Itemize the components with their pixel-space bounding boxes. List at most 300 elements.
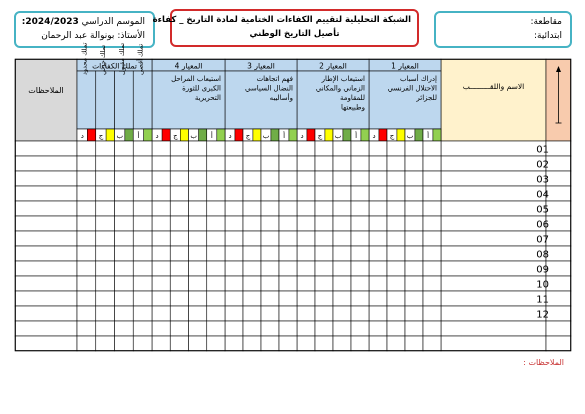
grade-cell <box>279 321 297 336</box>
grade-cell <box>387 291 405 306</box>
grade-cell <box>279 141 297 156</box>
grade-color-swatch <box>379 129 387 141</box>
grade-cell <box>405 216 423 231</box>
grade-cell <box>207 276 225 291</box>
grade-cell <box>207 186 225 201</box>
grade-cell <box>369 216 387 231</box>
mastery-cell <box>133 171 152 186</box>
grade-cell <box>351 261 369 276</box>
grade-cell <box>297 141 315 156</box>
grade-cell <box>170 201 188 216</box>
grade-cell <box>405 201 423 216</box>
grade-letter: د <box>228 132 232 140</box>
grade-cell <box>225 261 243 276</box>
grade-letter: أ <box>427 132 430 140</box>
grade-color-swatch <box>361 129 369 141</box>
grade-cell <box>225 201 243 216</box>
mastery-level-text: تملك محدود <box>80 42 89 75</box>
mastery-cell <box>96 156 115 171</box>
mastery-cell <box>77 171 96 186</box>
grade-cell <box>225 186 243 201</box>
grade-cell <box>170 321 188 336</box>
criterion-description-line: إدراك أسباب <box>399 75 437 83</box>
mastery-letter: أ <box>137 132 140 140</box>
grade-cell <box>351 156 369 171</box>
grade-cell <box>351 231 369 246</box>
grade-cell <box>297 261 315 276</box>
grade-cell <box>225 246 243 261</box>
grade-cell <box>333 336 351 351</box>
index-cell <box>546 261 571 276</box>
mastery-color-swatch <box>144 129 152 141</box>
header-info-box <box>14 11 155 48</box>
criterion-title-text: المعيار 2 <box>319 61 347 71</box>
mastery-title-text: تملك الكفاءات <box>92 61 137 71</box>
grade-cell <box>189 306 207 321</box>
grade-cell <box>225 156 243 171</box>
grade-cell <box>297 306 315 321</box>
grade-cell <box>315 321 333 336</box>
mastery-letter: د <box>80 132 84 140</box>
grade-cell <box>333 306 351 321</box>
mastery-cell <box>133 336 152 351</box>
mastery-cell <box>77 321 96 336</box>
index-cell <box>546 156 571 171</box>
grade-color-swatch <box>307 129 315 141</box>
grade-cell <box>261 186 279 201</box>
criterion-title-text: المعيار 4 <box>174 61 203 71</box>
grade-cell <box>315 201 333 216</box>
mastery-cell <box>96 171 115 186</box>
grade-cell <box>351 186 369 201</box>
grade-cell <box>207 216 225 231</box>
grade-cell <box>387 231 405 246</box>
grade-cell <box>297 156 315 171</box>
mastery-cell <box>133 291 152 306</box>
grade-cell <box>369 231 387 246</box>
grade-cell <box>405 261 423 276</box>
mastery-level-text: تملك مقبول <box>117 42 126 75</box>
mastery-cell <box>77 156 96 171</box>
grade-cell <box>261 291 279 306</box>
mastery-cell <box>115 216 134 231</box>
grade-cell <box>351 276 369 291</box>
mastery-cell <box>115 261 134 276</box>
notes-cell <box>15 201 77 216</box>
grade-cell <box>189 186 207 201</box>
grade-cell <box>333 201 351 216</box>
grade-cell <box>152 261 170 276</box>
grade-cell <box>387 216 405 231</box>
grade-cell <box>189 231 207 246</box>
grade-cell <box>152 156 170 171</box>
grade-cell <box>369 321 387 336</box>
name-cell <box>441 141 546 156</box>
row-number: 01 <box>536 144 549 156</box>
grade-cell <box>423 336 441 351</box>
grade-letter: د <box>300 132 304 140</box>
name-cell <box>441 276 546 291</box>
mastery-level-cell <box>77 71 96 129</box>
title-line-1: الشبكة التحليلية لتقييم الكفاءات الختامية لمادة التاريخ _ كفاءة <box>152 15 411 25</box>
grade-cell <box>207 156 225 171</box>
grade-cell <box>369 201 387 216</box>
grade-cell <box>333 291 351 306</box>
criterion-description-line: وطبيعتها <box>340 103 365 112</box>
grade-letter: ب <box>190 132 197 140</box>
grade-cell <box>152 141 170 156</box>
index-cell <box>546 336 571 351</box>
grade-cell <box>170 141 188 156</box>
row-number: 02 <box>536 159 549 171</box>
grade-cell <box>279 306 297 321</box>
grade-cell <box>423 141 441 156</box>
grade-cell <box>152 321 170 336</box>
grid-svg <box>15 42 571 349</box>
row-number: 04 <box>536 189 549 201</box>
grade-color-swatch <box>199 129 207 141</box>
grade-cell <box>333 321 351 336</box>
grade-cell <box>261 216 279 231</box>
criterion-description-line: الاحتلال الفرنسي <box>387 84 437 93</box>
grade-cell <box>333 186 351 201</box>
grade-cell <box>279 201 297 216</box>
grade-cell <box>351 216 369 231</box>
grade-cell <box>369 141 387 156</box>
grade-cell <box>423 261 441 276</box>
grade-cell <box>189 171 207 186</box>
grade-cell <box>207 321 225 336</box>
grade-cell <box>315 276 333 291</box>
teacher-label: الأستاذ: <box>117 31 145 41</box>
grade-cell <box>207 201 225 216</box>
index-cell <box>546 201 571 216</box>
mastery-cell <box>115 156 134 171</box>
grade-cell <box>297 336 315 351</box>
mastery-level-cell <box>133 71 152 129</box>
grade-cell <box>387 246 405 261</box>
mastery-cell <box>96 321 115 336</box>
mastery-cell <box>77 306 96 321</box>
grade-letter: ج <box>245 132 251 140</box>
row-number: 07 <box>536 234 549 246</box>
mastery-cell <box>96 186 115 201</box>
mastery-cell <box>133 276 152 291</box>
row-number: 03 <box>536 174 549 186</box>
mastery-cell <box>133 156 152 171</box>
grade-cell <box>243 201 261 216</box>
grade-cell <box>297 321 315 336</box>
grade-cell <box>170 276 188 291</box>
notes-cell <box>15 246 77 261</box>
grade-cell <box>369 276 387 291</box>
grade-cell <box>243 216 261 231</box>
mastery-cell <box>133 141 152 156</box>
mastery-cell <box>115 246 134 261</box>
grade-cell <box>189 261 207 276</box>
grade-cell <box>225 141 243 156</box>
grade-cell <box>333 156 351 171</box>
criterion-description-line: التحريرية <box>194 94 221 102</box>
mastery-cell <box>77 291 96 306</box>
grade-cell <box>351 141 369 156</box>
mastery-cell <box>115 276 134 291</box>
mastery-cell <box>133 186 152 201</box>
grade-cell <box>261 336 279 351</box>
grade-letter: أ <box>210 132 213 140</box>
grade-color-swatch <box>180 129 188 141</box>
grade-cell <box>243 186 261 201</box>
grade-cell <box>225 336 243 351</box>
grade-cell <box>261 306 279 321</box>
grade-color-swatch <box>433 129 441 141</box>
grade-cell <box>170 171 188 186</box>
grade-cell <box>189 141 207 156</box>
grade-letter: ج <box>317 132 323 140</box>
grade-letter: ب <box>334 132 342 140</box>
criterion-description-line: وأساليبه <box>269 94 293 102</box>
mastery-cell <box>96 216 115 231</box>
grade-cell <box>189 276 207 291</box>
grade-cell <box>261 261 279 276</box>
grade-cell <box>243 276 261 291</box>
mastery-cell <box>77 186 96 201</box>
mastery-letter: ج <box>98 132 104 140</box>
grade-cell <box>152 246 170 261</box>
grade-color-swatch <box>162 129 170 141</box>
index-cell <box>546 186 571 201</box>
grade-letter: أ <box>355 132 358 140</box>
row-number: 09 <box>536 264 549 276</box>
grade-cell <box>243 171 261 186</box>
grade-cell <box>152 201 170 216</box>
grade-cell <box>207 246 225 261</box>
grade-cell <box>152 216 170 231</box>
grade-cell <box>152 231 170 246</box>
row-number: 05 <box>536 204 549 216</box>
grade-cell <box>369 186 387 201</box>
grade-cell <box>152 306 170 321</box>
notes-cell <box>15 261 77 276</box>
name-cell <box>441 336 546 351</box>
grade-cell <box>152 336 170 351</box>
name-cell <box>441 231 546 246</box>
criterion-description-line: الزماني والمكاني <box>315 84 365 93</box>
grade-cell <box>405 246 423 261</box>
grade-cell <box>333 171 351 186</box>
grade-cell <box>243 141 261 156</box>
mastery-cell <box>77 246 96 261</box>
grade-cell <box>170 231 188 246</box>
grade-cell <box>189 321 207 336</box>
mastery-level-cell <box>115 71 134 129</box>
mastery-cell <box>115 186 134 201</box>
grade-color-swatch <box>397 129 405 141</box>
grade-cell <box>279 156 297 171</box>
grade-cell <box>189 246 207 261</box>
grade-color-swatch <box>325 129 333 141</box>
name-cell <box>441 246 546 261</box>
grade-cell <box>261 171 279 186</box>
grade-cell <box>297 276 315 291</box>
criterion-description-line: استيعاب الإطار <box>321 75 365 83</box>
mastery-cell <box>77 261 96 276</box>
notes-cell <box>15 216 77 231</box>
grade-cell <box>405 156 423 171</box>
mastery-cell <box>115 306 134 321</box>
grade-cell <box>279 216 297 231</box>
name-cell <box>441 201 546 216</box>
grade-cell <box>279 291 297 306</box>
grade-cell <box>152 291 170 306</box>
grade-cell <box>333 231 351 246</box>
grade-cell <box>297 171 315 186</box>
teacher-name: بونوالة عبد الرحمان <box>41 31 115 41</box>
grade-cell <box>225 291 243 306</box>
grade-cell <box>207 291 225 306</box>
notes-header-cell <box>15 59 77 141</box>
grade-color-swatch <box>271 129 279 141</box>
grade-cell <box>387 276 405 291</box>
school-info-box <box>434 11 572 48</box>
name-cell <box>441 306 546 321</box>
mastery-cell <box>115 171 134 186</box>
name-cell <box>441 216 546 231</box>
grade-cell <box>279 246 297 261</box>
grade-cell <box>315 261 333 276</box>
grade-cell <box>315 216 333 231</box>
grade-cell <box>351 171 369 186</box>
title-line-2: تأصيل التاريخ الوطني <box>249 29 340 39</box>
school-label: ابتدائية: <box>533 31 562 41</box>
grade-cell <box>207 231 225 246</box>
notes-cell <box>15 336 77 351</box>
name-cell <box>441 171 546 186</box>
mastery-cell <box>77 201 96 216</box>
grade-cell <box>351 321 369 336</box>
criterion-description-line: فهم اتجاهات <box>256 75 293 83</box>
criterion-description-line: الكبرى للثورة <box>182 84 221 93</box>
grade-cell <box>207 171 225 186</box>
grade-cell <box>423 186 441 201</box>
grade-cell <box>225 216 243 231</box>
grade-cell <box>369 336 387 351</box>
mastery-cell <box>96 261 115 276</box>
mastery-cell <box>115 291 134 306</box>
mastery-cell <box>133 261 152 276</box>
grade-cell <box>423 156 441 171</box>
grade-cell <box>405 306 423 321</box>
grade-cell <box>423 171 441 186</box>
grade-cell <box>315 291 333 306</box>
grade-cell <box>207 141 225 156</box>
grade-cell <box>351 291 369 306</box>
mastery-cell <box>133 231 152 246</box>
grade-cell <box>315 141 333 156</box>
grade-cell <box>369 246 387 261</box>
grade-cell <box>261 231 279 246</box>
grade-cell <box>297 186 315 201</box>
row-number: 06 <box>536 219 549 231</box>
mastery-cell <box>77 216 96 231</box>
grade-cell <box>261 246 279 261</box>
grade-cell <box>261 321 279 336</box>
grade-cell <box>387 306 405 321</box>
criterion-description-line: النضال السياسي <box>245 84 293 93</box>
mastery-cell <box>133 216 152 231</box>
grade-cell <box>297 201 315 216</box>
grade-cell <box>225 306 243 321</box>
grade-letter: ب <box>262 132 270 140</box>
grade-cell <box>333 261 351 276</box>
grade-cell <box>297 216 315 231</box>
grade-cell <box>243 246 261 261</box>
grade-cell <box>369 306 387 321</box>
mastery-cell <box>133 246 152 261</box>
footer-notes-label: الملاحظات : <box>523 358 564 367</box>
mastery-cell <box>133 201 152 216</box>
mastery-cell <box>77 141 96 156</box>
name-header-text: الاسم واللقـــــــــب <box>462 82 525 91</box>
mastery-color-swatch <box>87 129 95 141</box>
grade-cell <box>423 321 441 336</box>
grade-color-swatch <box>253 129 261 141</box>
grade-cell <box>315 156 333 171</box>
season-label: الموسم الدراسي <box>81 17 145 27</box>
grade-cell <box>279 261 297 276</box>
notes-cell <box>15 186 77 201</box>
notes-cell <box>15 141 77 156</box>
grade-cell <box>170 336 188 351</box>
row-number: 10 <box>536 279 549 291</box>
title-box <box>152 9 419 47</box>
grade-cell <box>170 156 188 171</box>
grade-color-swatch <box>289 129 297 141</box>
grade-color-swatch <box>235 129 243 141</box>
index-cell <box>546 171 571 186</box>
grade-cell <box>387 141 405 156</box>
criterion-title-text: المعيار 1 <box>391 61 419 71</box>
grade-cell <box>351 306 369 321</box>
index-cell <box>546 276 571 291</box>
grade-cell <box>279 231 297 246</box>
mastery-level-cell <box>96 71 115 129</box>
grade-cell <box>315 171 333 186</box>
grade-letter: ب <box>406 132 414 140</box>
index-cell <box>546 231 571 246</box>
grade-cell <box>405 186 423 201</box>
grade-cell <box>333 216 351 231</box>
grade-cell <box>261 141 279 156</box>
row-number: 08 <box>536 249 549 261</box>
name-cell <box>441 261 546 276</box>
index-cell <box>546 321 571 336</box>
mastery-color-swatch <box>125 129 133 141</box>
index-cell <box>546 306 571 321</box>
name-cell <box>441 291 546 306</box>
grade-cell <box>405 276 423 291</box>
grade-cell <box>423 231 441 246</box>
grade-cell <box>225 321 243 336</box>
mastery-cell <box>115 321 134 336</box>
grade-cell <box>225 231 243 246</box>
grade-cell <box>279 276 297 291</box>
mastery-cell <box>96 336 115 351</box>
grade-color-swatch <box>343 129 351 141</box>
grade-cell <box>387 201 405 216</box>
grade-cell <box>387 156 405 171</box>
grade-cell <box>369 261 387 276</box>
